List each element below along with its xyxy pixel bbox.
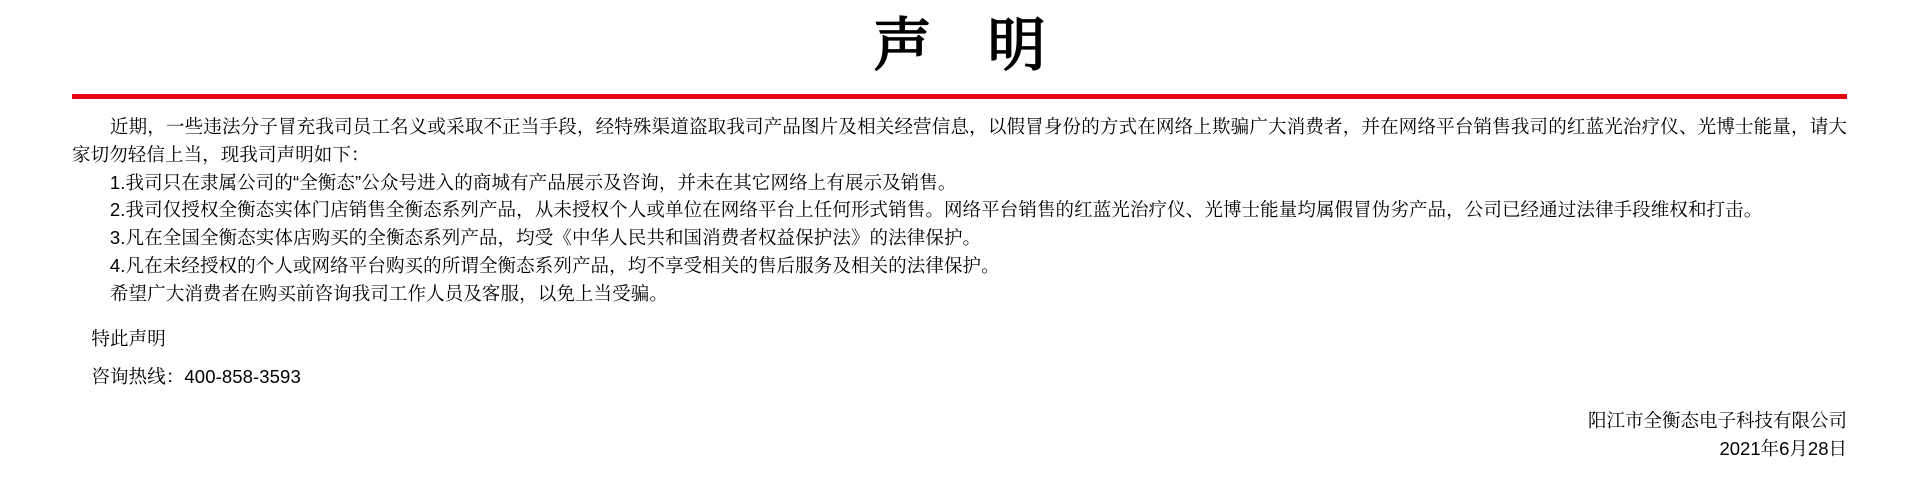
paragraph-item-2: 2.我司仅授权全衡态实体门店销售全衡态系列产品，从未授权个人或单位在网络平台上任何形式销售。网络平台销售的红蓝光治疗仪、光博士能量均属假冒伪劣产品，公司已经通过法律手段维权和打击。 [109,199,1763,221]
title-divider [72,94,1847,99]
closing-spacer [72,353,1847,363]
paragraph-intro: 近期，一些违法分子冒充我司员工名义或采取不正当手段，经特殊渠道盗取我司产品图片及相关经营信息，以假冒身份的方式在网络上欺骗广大消费者，并在网络平台销售我司的红蓝光治疗仪、光博士能量，请大家切勿轻信上当，现我司声明如下： [72,116,1847,165]
closing-block [72,325,1847,391]
company-name: 阳江市全衡态电子科技有限公司 [1587,409,1847,431]
paragraph-item-3: 3.凡在全国全衡态实体店购买的全衡态系列产品，均受《中华人民共和国消费者权益保护法》的法律保护。 [109,227,982,248]
issue-date: 2021年6月28日 [1719,438,1847,460]
document-body [72,113,1847,391]
closing-statement: 特此声明 [91,328,166,350]
page-title: 声 明 [873,11,1064,79]
signature-block [1588,407,1847,464]
paragraph-closing-note: 希望广大消费者在购买前咨询我司工作人员及客服，以免上当受骗。 [109,282,668,304]
paragraph-item-4: 4.凡在未经授权的个人或网络平台购买的所谓全衡态系列产品，均不享受相关的售后服务及相关的法律保护。 [109,254,1000,276]
consultation-hotline: 咨询热线：400-858-3593 [91,366,301,387]
paragraph-item-1: 1.我司只在隶属公司的“全衡态”公众号进入的商城有产品展示及咨询，并未在其它网络上有展示及销售。 [109,171,957,193]
